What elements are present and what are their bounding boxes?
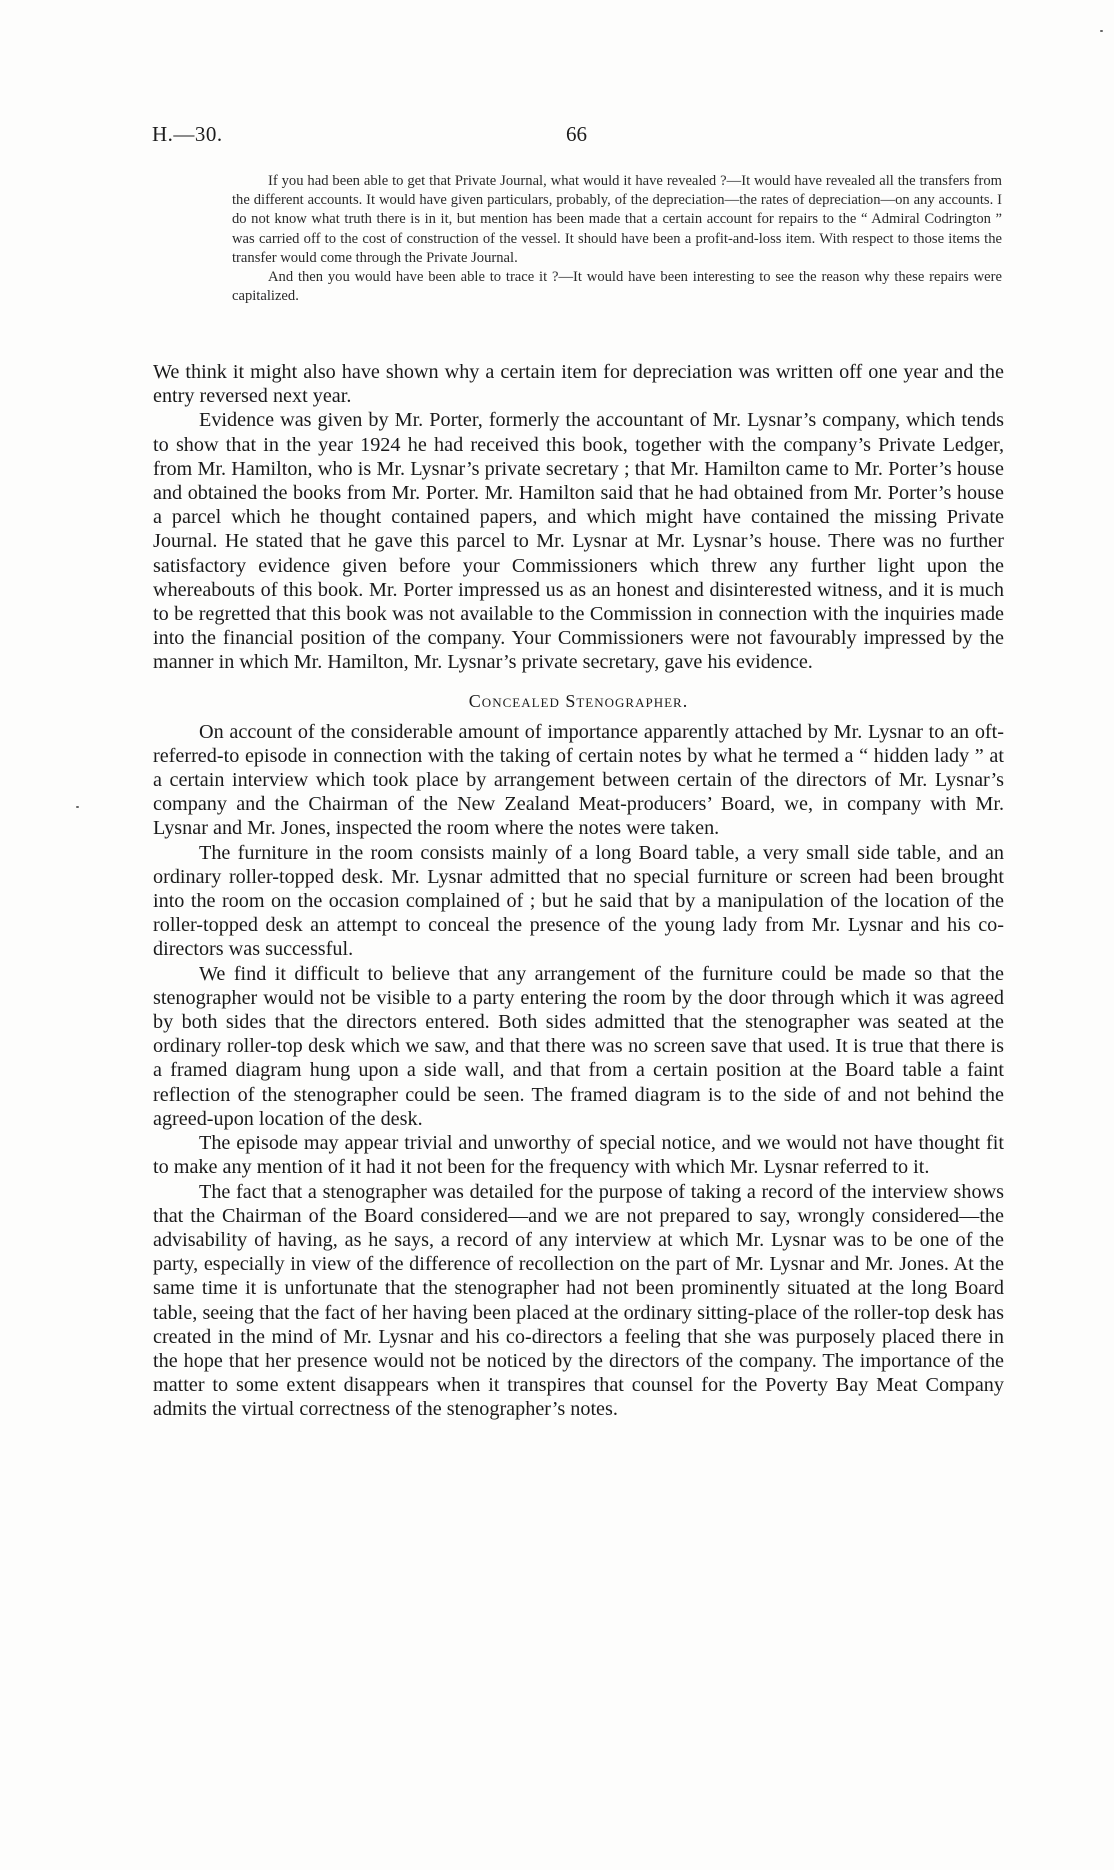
body-paragraph: On account of the considerable amount of importance apparently attached by Mr. Lysnar to an oft-referred-to episode in connection with the taking of certain notes by what he termed a “ hidden lady ” at a certain interview which took place by arrangement between certain of the directors of Mr. Lysnar’s company and the Chairman of the New Zealand Meat-producers’ Board, we, in company with Mr. Lysnar and Mr. Jones, inspected the room where the notes were taken.: [153, 720, 1004, 840]
body-paragraph: We find it difficult to believe that any arrangement of the furniture could be made so that the stenographer would not be visible to a party entering the room by the door through which it was agreed by both sides that the directors entered. Both sides admitted that the stenographer was seated at the ordinary roller-top desk which we saw, and that there was no screen save that used. It is true that there is a framed diagram hung upon a side wall, and that from a certain position at the Board table a faint reflection of the stenographer could be seen. The framed diagram is to the side of and not behind the agreed-upon location of the desk.: [153, 962, 1004, 1130]
main-text: [153, 360, 1004, 1422]
body-paragraph: Evidence was given by Mr. Porter, formerly the accountant of Mr. Lysnar’s company, which tends to show that in the year 1924 he had received this book, together with the company’s Private Ledger, from Mr. Hamilton, who is Mr. Lysnar’s private secretary ; that Mr. Hamilton came to Mr. Porter’s house and obtained the books from Mr. Porter. Mr. Hamilton said that he had obtained from Mr. Porter’s house a parcel which he thought contained papers, and which might have contained the missing Private Journal. He stated that he gave this parcel to Mr. Lysnar at Mr. Lysnar’s house. There was no further satisfactory evidence given before your Commissioners which threw any further light upon the whereabouts of this book. Mr. Porter impressed us as an honest and disinterested witness, and it is much to be regretted that this book was not available to the Commission in connection with the inquiries made into the financial position of the company. Your Commissioners were not favourably impressed by the manner in which Mr. Hamilton, Mr. Lysnar’s private secretary, gave his evidence.: [153, 409, 1004, 674]
scan-speck: [1100, 30, 1103, 32]
body-paragraph: We think it might also have shown why a certain item for depreciation was written off one year and the entry reversed next year.: [153, 361, 1004, 408]
document-reference: H.—30.: [152, 122, 223, 146]
page-number: 66: [566, 122, 587, 146]
body-paragraph: The episode may appear trivial and unworthy of special notice, and we would not have thought fit to make any mention of it had it not been for the frequency with which Mr. Lysnar referred to it.: [153, 1132, 1004, 1179]
evidence-question-2: And then you would have been able to trace it ?—It would have been interesting to see the reason why these repairs were capitalized.: [232, 269, 1002, 305]
page-header: [152, 122, 1012, 152]
body-paragraph: The fact that a stenographer was detailed for the purpose of taking a record of the interview shows that the Chairman of the Board considered—and we are not prepared to say, wrongly considered—the advisability of having, as he says, a record of any interview at which Mr. Lysnar was to be one of the party, especially in view of the difference of recollection on the part of Mr. Lysnar and Mr. Jones. At the same time it is unfortunate that the stenographer had not been prominently situated at the long Board table, seeing that the fact of her having been placed at the ordinary sitting-place of the roller-top desk has created in the mind of Mr. Lysnar and his co-directors a feeling that she was purposely placed there in the hope that her presence would not be noticed by the directors of the company. The importance of the matter to some extent disappears when it transpires that counsel for the Poverty Bay Meat Company admits the virtual correctness of the stenographer’s notes.: [153, 1180, 1004, 1421]
scan-speck: [76, 806, 79, 808]
evidence-extract: [232, 172, 1002, 306]
body-paragraph: The furniture in the room consists mainly of a long Board table, a very small side table, and an ordinary roller-topped desk. Mr. Lysnar admitted that no special furniture or screen had been brought into the room on the occasion complained of ; but he said that by a manipulation of the location of the roller-topped desk an attempt to conceal the presence of the young lady from Mr. Lysnar and his co-directors was successful.: [153, 841, 1004, 961]
evidence-question-1: If you had been able to get that Private Journal, what would it have revealed ?—It would have revealed all the transfers from the different accounts. It would have given particulars, probably, of the depreciation—the rates of depreciation—on any accounts. I do not know what truth there is in it, but mention has been made that a certain account for repairs to the “ Admiral Codrington ” was carried off to the cost of construction of the vessel. It should have been a profit-and-loss item. With respect to those items the transfer would come through the Private Journal.: [232, 173, 1002, 266]
section-heading: Concealed Stenographer.: [468, 690, 689, 711]
